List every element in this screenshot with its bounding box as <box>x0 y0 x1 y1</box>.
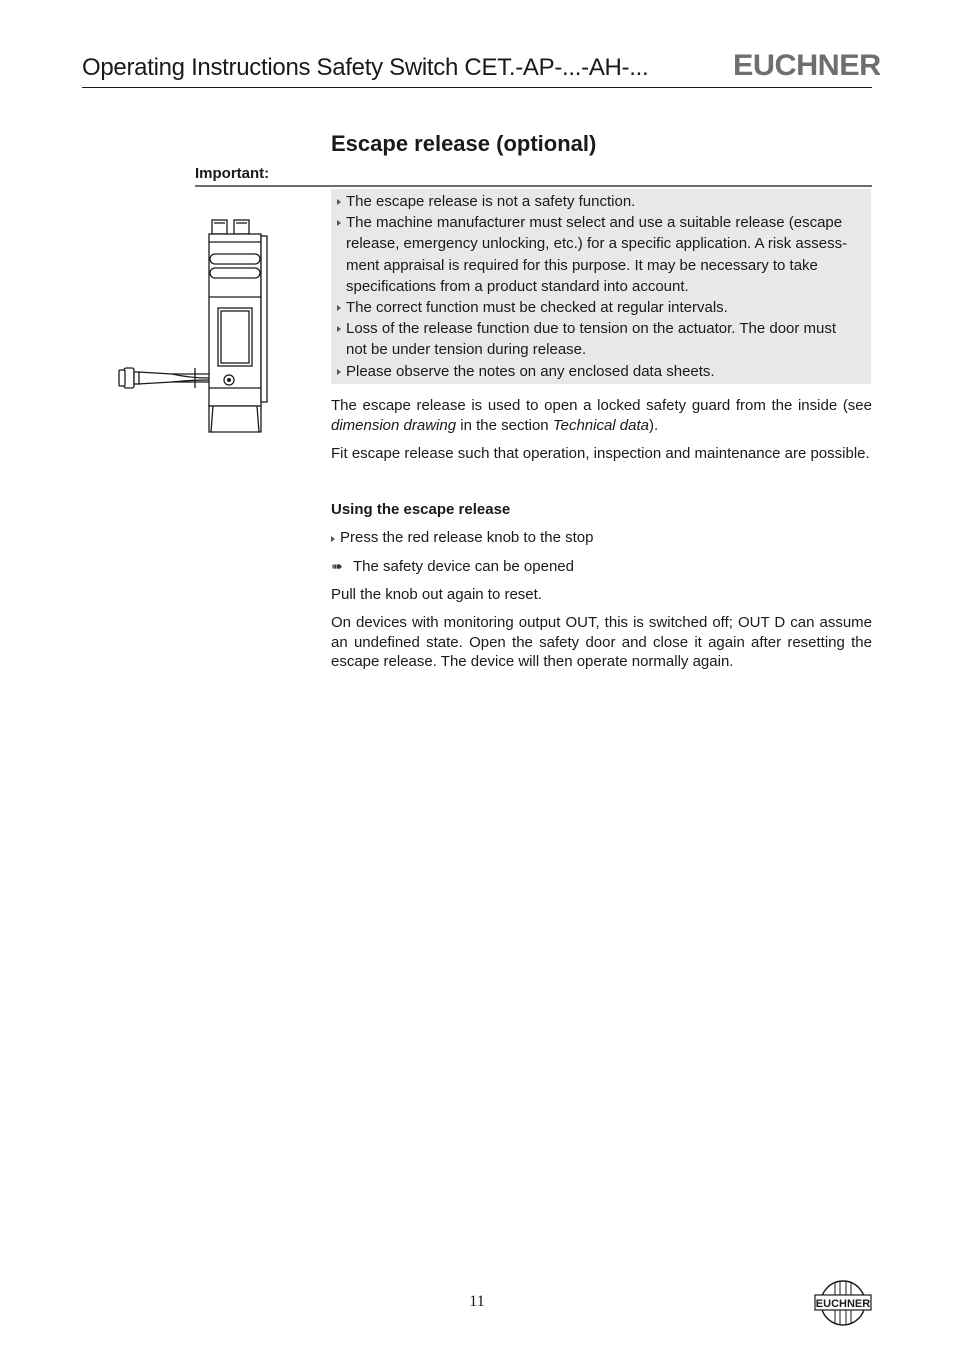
notice-item <box>346 318 863 360</box>
result-door-opened <box>331 557 872 577</box>
document-title: Operating Instructions Safety Switch CET.-AP-...-AH-... <box>82 54 649 81</box>
result-text: The safety device can be opened <box>353 558 574 575</box>
notice-line: The machine manufacturer must select and use a suitable release (escape <box>346 214 843 232</box>
notice-item <box>346 361 863 382</box>
footer-logo-text: EUCHNER <box>815 1298 871 1310</box>
step-text: Press the red release knob to the stop <box>331 529 593 546</box>
description-text: The escape release is used to open a locked safety guard from the inside (see <box>331 397 872 414</box>
notice-line: ment appraisal is required for this purpose. It may be necessary to take <box>346 256 818 274</box>
notice-list <box>331 189 871 382</box>
escape-release-description <box>331 396 872 435</box>
header-rule <box>82 87 872 88</box>
right-arrow-icon: ➠ <box>331 558 343 574</box>
important-rule <box>195 185 872 187</box>
notice-line: release, emergency unlocking, etc.) for a specific application. A risk assess- <box>346 235 848 253</box>
dimension-drawing-reference: dimension drawing <box>331 416 457 434</box>
description-text: in the section <box>456 416 553 434</box>
technical-data-reference: Technical data <box>552 416 649 434</box>
monitoring-output-note: On devices with monitoring output OUT, this is switched off; OUT D can assume an undefined state. Open the safety door and close it again after resetting the escape release. The device will then operate normally again. <box>331 614 872 670</box>
notice-line: The correct function must be checked at regular intervals. <box>346 299 728 317</box>
safety-switch-illustration <box>110 212 280 438</box>
notice-item <box>346 191 863 212</box>
fitting-instruction: Fit escape release such that operation, inspection and maintenance are possible. <box>331 445 870 462</box>
important-label: Important: <box>195 165 270 182</box>
step-press-knob <box>331 528 872 548</box>
notice-line: specifications from a product standard into account. <box>346 277 689 295</box>
important-notice-box <box>331 189 871 384</box>
page-number: 11 <box>469 1293 485 1310</box>
brand-logo: EUCHNER <box>733 49 881 82</box>
using-escape-release-heading: Using the escape release <box>331 501 511 518</box>
notice-line: Please observe the notes on any enclosed data sheets. <box>346 362 715 380</box>
notice-item <box>346 212 863 297</box>
notice-line: The escape release is not a safety function. <box>346 193 636 210</box>
reset-instruction: Pull the knob out again to reset. <box>331 586 542 603</box>
euchner-round-logo-icon <box>813 1278 873 1328</box>
notice-line: Loss of the release function due to tension on the actuator. The door must <box>346 320 837 338</box>
section-title: Escape release (optional) <box>331 131 597 156</box>
notice-item <box>346 297 863 318</box>
notice-line: not be under tension during release. <box>346 341 587 359</box>
description-text: ). <box>649 416 659 434</box>
